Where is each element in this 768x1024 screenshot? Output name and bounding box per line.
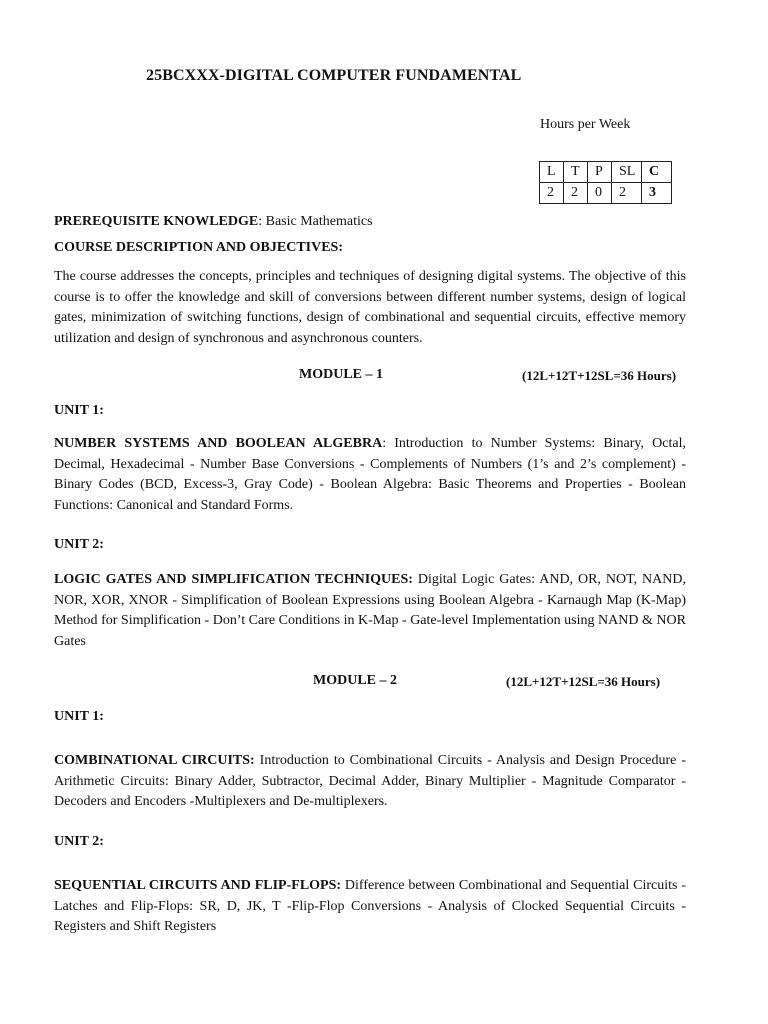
hours-value-sl: 2 [612, 183, 642, 204]
course-description-heading: COURSE DESCRIPTION AND OBJECTIVES: [54, 240, 344, 255]
prerequisite-value: : Basic Mathematics [258, 214, 373, 229]
module-1-unit-1-content: : Introduction to Number Systems: Binary, Octal, Decimal, Hexadecimal - Number Base Conversions - Complements of Numbers (1’s and 2’s complement) - Binary Codes (BCD, Excess-3, Gray Code) - Boolean Algebra: Basic Theorems and Properties - Boolean Functions: Canonical and Standard Forms. [54, 436, 686, 514]
module-1-unit-2-heading: LOGIC GATES AND SIMPLIFICATION TECHNIQUES: [54, 572, 413, 587]
hours-value-t: 2 [564, 183, 588, 204]
hours-header-t: T [564, 162, 588, 183]
module-2-unit-2-text [54, 876, 686, 938]
module-1-unit-2-content: Digital Logic Gates: AND, OR, NOT, NAND, NOR, XOR, XNOR - Simplification of Boolean Expressions using Boolean Algebra - Karnaugh Map (K-Map) Method for Simplification - Don’t Care Conditions in K-Map - Gate-level Implementation using NAND & NOR Gates [54, 572, 686, 650]
hours-value-c: 3 [642, 183, 672, 204]
module-2-unit-1-heading: COMBINATIONAL CIRCUITS: [54, 753, 255, 768]
hours-header-row [540, 162, 672, 183]
hours-per-week-label: Hours per Week [540, 117, 631, 132]
module-1-unit-1-label: UNIT 1: [54, 403, 104, 418]
module-1-unit-1-heading: NUMBER SYSTEMS AND BOOLEAN ALGEBRA [54, 436, 383, 451]
hours-header-c: C [642, 162, 672, 183]
prerequisite-label: PREREQUISITE KNOWLEDGE [54, 214, 259, 229]
document-title: 25BCXXX-DIGITAL COMPUTER FUNDAMENTAL [146, 67, 522, 84]
module-2-unit-2-heading: SEQUENTIAL CIRCUITS AND FLIP-FLOPS: [54, 878, 342, 893]
module-2-hours: (12L+12T+12SL=36 Hours) [506, 674, 661, 689]
module-2-unit-1-label: UNIT 1: [54, 709, 104, 724]
hours-value-row [540, 183, 672, 204]
module-1-unit-1-text [54, 434, 686, 517]
hours-value-p: 0 [588, 183, 612, 204]
module-1-hours: (12L+12T+12SL=36 Hours) [522, 368, 677, 383]
hours-header-l: L [540, 162, 564, 183]
module-1-unit-2-text [54, 570, 686, 653]
module-2-unit-1-content: Introduction to Combinational Circuits - Analysis and Design Procedure - Arithmetic Circuits: Binary Adder, Subtractor, Decimal Adder, Binary Multiplier - Magnitude Comparator - Decoders and Encoders -Multiplexers and De-multiplexers. [54, 753, 686, 810]
module-1-title: MODULE – 1 [299, 367, 383, 382]
module-2-unit-2-label: UNIT 2: [54, 834, 104, 849]
hours-table [539, 161, 672, 204]
prerequisite-line [54, 214, 373, 230]
hours-value-l: 2 [540, 183, 564, 204]
module-2-title: MODULE – 2 [313, 673, 397, 688]
hours-header-sl: SL [612, 162, 642, 183]
module-1-unit-2-label: UNIT 2: [54, 537, 104, 552]
module-2-unit-2-content: Difference between Combinational and Sequential Circuits - Latches and Flip-Flops: SR, D, JK, T -Flip-Flop Conversions - Analysis of Clocked Sequential Circuits - Registers and Shift Registers [54, 878, 686, 935]
hours-header-p: P [588, 162, 612, 183]
course-description-text: The course addresses the concepts, principles and techniques of designing digital systems. The objective of this course is to offer the knowledge and skill of conversions between different number systems, design of logical gates, minimization of switching functions, design of combinational and sequential circuits, effective memory utilization and design of synchronous and asynchronous counters. [54, 269, 686, 347]
module-2-unit-1-text [54, 751, 686, 813]
